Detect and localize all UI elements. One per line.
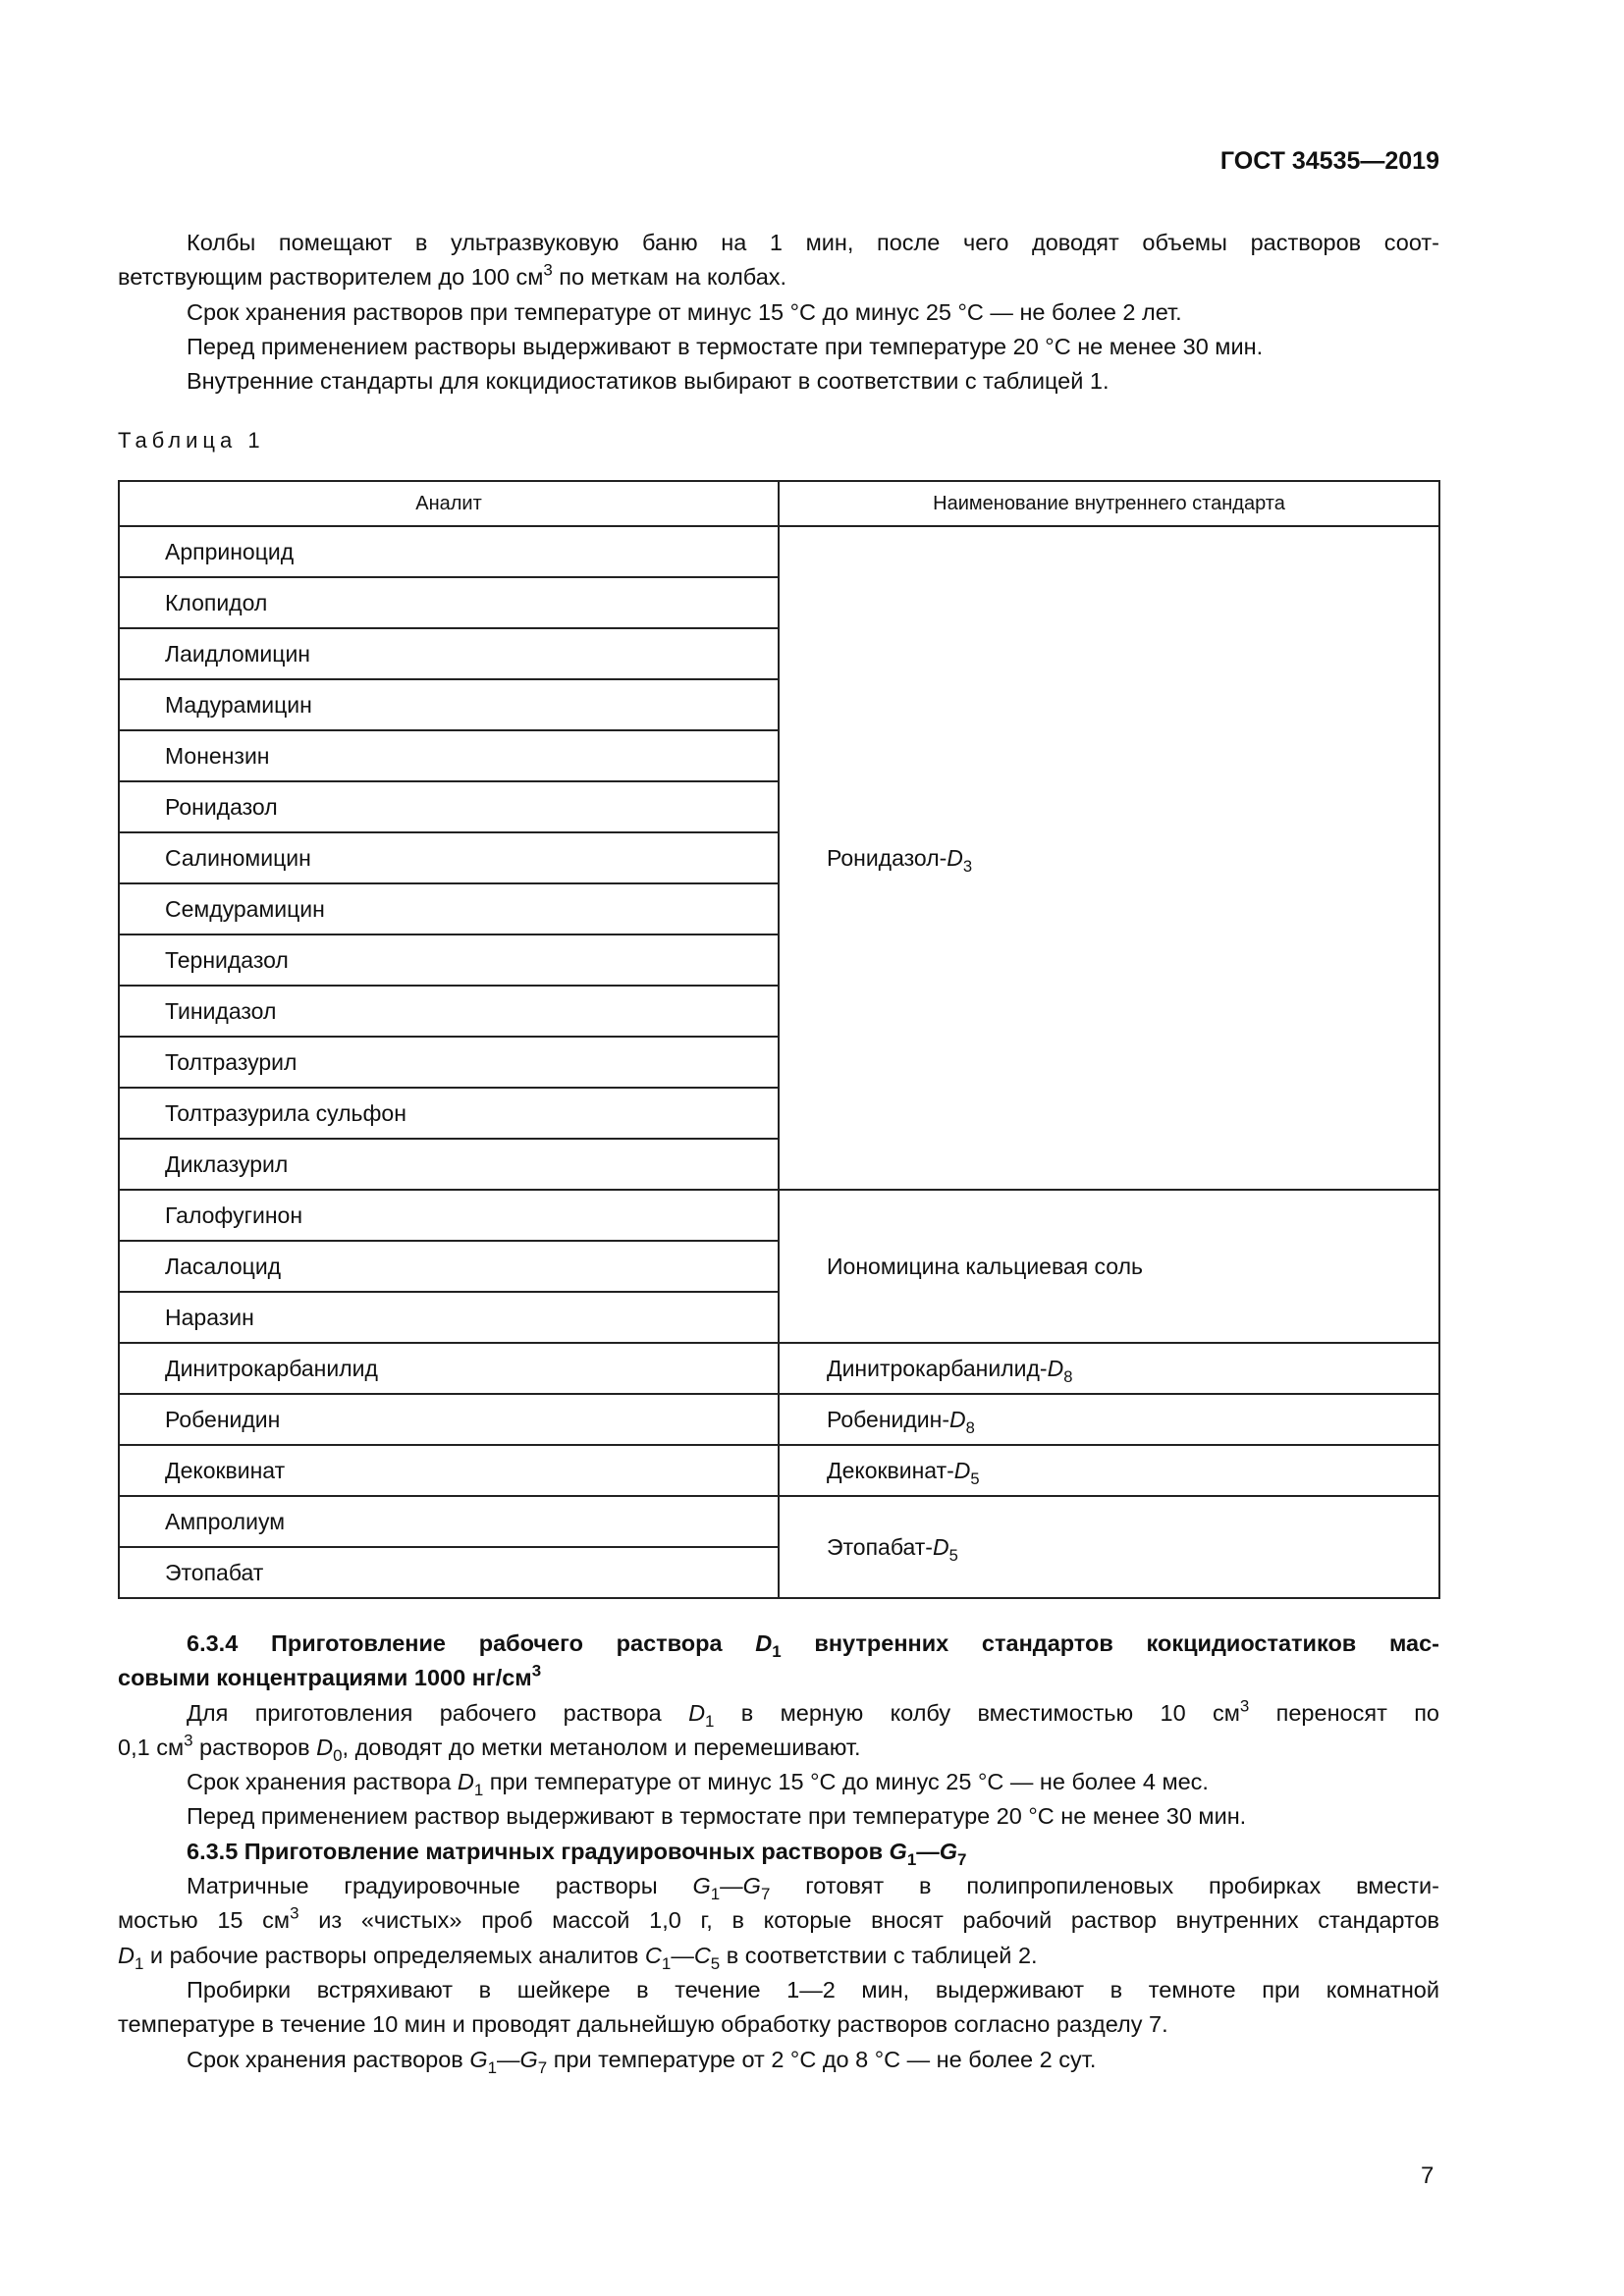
italic-symbol: D bbox=[316, 1734, 334, 1760]
text-run: , доводят до метки метанолом и перемешивают. bbox=[342, 1734, 861, 1760]
table-header-row bbox=[119, 481, 1439, 526]
italic-symbol: D bbox=[953, 1457, 971, 1483]
standard-name: Робенидин- bbox=[827, 1406, 950, 1432]
text-line bbox=[118, 1869, 1439, 1903]
table-row bbox=[119, 1496, 1439, 1547]
italic-symbol: G bbox=[692, 1873, 711, 1899]
column-header-analyte: Аналит bbox=[119, 481, 779, 526]
text-line bbox=[118, 1799, 1439, 1834]
text-run: Срок хранения растворов bbox=[187, 2046, 470, 2072]
italic-symbol: G bbox=[469, 2046, 488, 2072]
table-caption: Таблица 1 bbox=[118, 428, 265, 453]
analyte-cell: Наразин bbox=[119, 1292, 779, 1343]
italic-symbol: G bbox=[519, 2046, 538, 2072]
page-number: 7 bbox=[1421, 2163, 1435, 2189]
analyte-cell: Ронидазол bbox=[119, 781, 779, 832]
analyte-cell: Ласалоцид bbox=[119, 1241, 779, 1292]
analyte-cell: Галофугинон bbox=[119, 1190, 779, 1241]
subscript: 1 bbox=[772, 1641, 782, 1661]
text-line bbox=[118, 1627, 1439, 1661]
text-run: Для приготовления рабочего раствора bbox=[187, 1699, 689, 1726]
text-line bbox=[118, 1661, 1439, 1695]
italic-symbol: C bbox=[693, 1942, 711, 1968]
text-run: Перед применением растворы выдерживают в термостате при температуре 20 °C не менее 30 мин. bbox=[187, 333, 1264, 359]
analyte-cell: Тернидазол bbox=[119, 934, 779, 986]
text-run: — bbox=[497, 2046, 520, 2072]
subscript: 1 bbox=[710, 1885, 721, 1903]
text-line bbox=[118, 330, 1439, 364]
italic-symbol: D bbox=[118, 1942, 135, 1968]
standard-name: Этопабат- bbox=[827, 1533, 933, 1560]
italic-symbol: D bbox=[947, 844, 963, 871]
text-run: растворов bbox=[192, 1734, 317, 1760]
subscript: 0 bbox=[333, 1745, 343, 1765]
text-line bbox=[118, 364, 1439, 399]
text-line bbox=[118, 1765, 1439, 1799]
subscript: 1 bbox=[473, 1781, 484, 1800]
paragraph bbox=[118, 226, 1439, 295]
italic-symbol: C bbox=[644, 1942, 662, 1968]
text-line bbox=[118, 1696, 1439, 1731]
standard-name: Ронидазол- bbox=[827, 844, 947, 871]
analyte-cell: Декоквинат bbox=[119, 1445, 779, 1496]
subscript: 7 bbox=[537, 2057, 548, 2077]
text-run: совыми концентрациями 1000 нг/см bbox=[118, 1665, 532, 1691]
text-run: готовят в полипропиленовых пробирках вмести- bbox=[770, 1873, 1439, 1899]
italic-symbol: G bbox=[742, 1873, 761, 1899]
analyte-cell: Толтразурил bbox=[119, 1037, 779, 1088]
document-header: ГОСТ 34535—2019 bbox=[1219, 147, 1439, 175]
body-text bbox=[118, 1627, 1439, 2077]
text-run: по меткам на колбах. bbox=[552, 264, 787, 291]
text-line bbox=[118, 295, 1439, 330]
subscript: 3 bbox=[962, 856, 973, 876]
standard-name: Иономицина кальциевая соль bbox=[827, 1253, 1143, 1279]
paragraph bbox=[118, 1973, 1439, 2043]
subscript: 5 bbox=[970, 1468, 980, 1488]
text-run: Матричные градуировочные растворы bbox=[187, 1873, 693, 1899]
paragraph bbox=[118, 1869, 1439, 1973]
text-line bbox=[118, 1731, 1439, 1765]
paragraph bbox=[118, 2043, 1439, 2077]
paragraph bbox=[118, 1799, 1439, 1834]
analyte-cell: Лаидломицин bbox=[119, 628, 779, 679]
analyte-cell: Динитрокарбанилид bbox=[119, 1343, 779, 1394]
subscript: 7 bbox=[760, 1885, 771, 1903]
column-header-standard: Наименование внутреннего стандарта bbox=[779, 481, 1439, 526]
italic-symbol: D bbox=[755, 1630, 773, 1656]
table-row bbox=[119, 1343, 1439, 1394]
text-line bbox=[118, 2007, 1439, 2042]
standard-cell bbox=[779, 1394, 1439, 1445]
text-run: температуре в течение 10 мин и проводят дальнейшую обработку растворов согласно разделу 7. bbox=[118, 2011, 1168, 2038]
text-run: в мерную колбу вместимостью 10 см bbox=[714, 1699, 1240, 1726]
superscript: 3 bbox=[1239, 1696, 1250, 1716]
text-run: 6.3.4 Приготовление рабочего раствора bbox=[187, 1630, 756, 1656]
subscript: 1 bbox=[487, 2057, 497, 2077]
subscript: 7 bbox=[957, 1849, 967, 1869]
subscript: 8 bbox=[965, 1417, 975, 1437]
superscript: 3 bbox=[184, 1731, 193, 1750]
text-line bbox=[118, 1973, 1439, 2007]
text-line bbox=[118, 1939, 1439, 1973]
analyte-cell: Клопидол bbox=[119, 577, 779, 628]
table-row bbox=[119, 1445, 1439, 1496]
table-row bbox=[119, 1190, 1439, 1241]
text-run: переносят по bbox=[1249, 1699, 1439, 1726]
subscript: 8 bbox=[1063, 1366, 1073, 1386]
standard-name: Декоквинат- bbox=[827, 1457, 954, 1483]
italic-symbol: D bbox=[457, 1769, 474, 1795]
table-row bbox=[119, 526, 1439, 577]
text-run: мостью 15 см bbox=[118, 1907, 291, 1934]
text-line bbox=[118, 1835, 1439, 1869]
paragraph bbox=[118, 330, 1439, 364]
text-run: Пробирки встряхивают в шейкере в течение 1—2 мин, выдерживают в темноте при комнатной bbox=[187, 1976, 1439, 2002]
text-run: и рабочие растворы определяемых аналитов bbox=[143, 1942, 645, 1968]
text-run: Срок хранения растворов при температуре от минус 15 °C до минус 25 °C — не более 2 лет. bbox=[187, 298, 1182, 325]
analyte-cell: Семдурамицин bbox=[119, 883, 779, 934]
paragraph bbox=[118, 1765, 1439, 1799]
standard-cell bbox=[779, 1343, 1439, 1394]
analyte-cell: Мадурамицин bbox=[119, 679, 779, 730]
section-heading bbox=[118, 1627, 1439, 1696]
italic-symbol: D bbox=[1047, 1355, 1064, 1381]
standard-cell bbox=[779, 526, 1439, 1190]
paragraph bbox=[118, 1696, 1439, 1766]
section-heading bbox=[118, 1835, 1439, 1869]
italic-symbol: D bbox=[688, 1699, 706, 1726]
italic-symbol: D bbox=[932, 1533, 949, 1560]
superscript: 3 bbox=[543, 261, 553, 280]
text-run: — bbox=[671, 1942, 694, 1968]
table-row bbox=[119, 1394, 1439, 1445]
text-run: из «чистых» проб массой 1,0 г, в которые вносят рабочий раствор внутренних стандартов bbox=[298, 1907, 1439, 1934]
superscript: 3 bbox=[531, 1662, 542, 1681]
text-run: 6.3.5 Приготовление матричных градуировочных растворов bbox=[187, 1838, 890, 1864]
analyte-cell: Монензин bbox=[119, 730, 779, 781]
text-run: Срок хранения раствора bbox=[187, 1769, 458, 1795]
text-run: Перед применением раствор выдерживают в термостате при температуре 20 °C не менее 30 мин. bbox=[187, 1803, 1247, 1830]
text-line bbox=[118, 1903, 1439, 1938]
subscript: 5 bbox=[710, 1953, 721, 1973]
subscript: 5 bbox=[948, 1545, 958, 1565]
analyte-cell: Арприноцид bbox=[119, 526, 779, 577]
text-run: в соответствии с таблицей 2. bbox=[720, 1942, 1038, 1968]
italic-symbol: G bbox=[889, 1838, 907, 1864]
analyte-cell: Диклазурил bbox=[119, 1139, 779, 1190]
standard-name: Динитрокарбанилид- bbox=[827, 1355, 1048, 1381]
analyte-cell: Этопабат bbox=[119, 1547, 779, 1598]
standard-cell bbox=[779, 1445, 1439, 1496]
analyte-cell: Салиномицин bbox=[119, 832, 779, 883]
intro-text bbox=[118, 226, 1439, 399]
text-run: — bbox=[916, 1838, 940, 1864]
internal-standards-table bbox=[118, 480, 1440, 1599]
subscript: 1 bbox=[134, 1953, 144, 1973]
text-line bbox=[118, 226, 1439, 260]
standard-cell bbox=[779, 1496, 1439, 1598]
text-run: 0,1 см bbox=[118, 1734, 185, 1760]
text-run: Внутренние стандарты для кокцидиостатиков выбирают в соответствии с таблицей 1. bbox=[187, 368, 1110, 395]
analyte-cell: Тинидазол bbox=[119, 986, 779, 1037]
analyte-cell: Ампролиум bbox=[119, 1496, 779, 1547]
standard-cell bbox=[779, 1190, 1439, 1343]
subscript: 1 bbox=[661, 1953, 672, 1973]
text-line bbox=[118, 2043, 1439, 2077]
text-run: ветствующим растворителем до 100 см bbox=[118, 264, 544, 291]
italic-symbol: G bbox=[939, 1838, 958, 1864]
analyte-cell: Толтразурила сульфон bbox=[119, 1088, 779, 1139]
superscript: 3 bbox=[290, 1904, 299, 1924]
analyte-cell: Робенидин bbox=[119, 1394, 779, 1445]
paragraph bbox=[118, 364, 1439, 399]
text-run: при температуре от 2 °C до 8 °C — не более 2 сут. bbox=[547, 2046, 1097, 2072]
paragraph bbox=[118, 295, 1439, 330]
text-run: — bbox=[720, 1873, 743, 1899]
subscript: 1 bbox=[705, 1711, 715, 1731]
text-line bbox=[118, 260, 1439, 294]
italic-symbol: D bbox=[949, 1406, 966, 1432]
text-run: Колбы помещают в ультразвуковую баню на 1 мин, после чего доводят объемы растворов соот- bbox=[187, 230, 1439, 255]
subscript: 1 bbox=[906, 1849, 917, 1869]
text-run: внутренних стандартов кокцидиостатиков мас- bbox=[781, 1630, 1439, 1656]
text-run: при температуре от минус 15 °C до минус 25 °C — не более 4 мес. bbox=[483, 1769, 1209, 1795]
